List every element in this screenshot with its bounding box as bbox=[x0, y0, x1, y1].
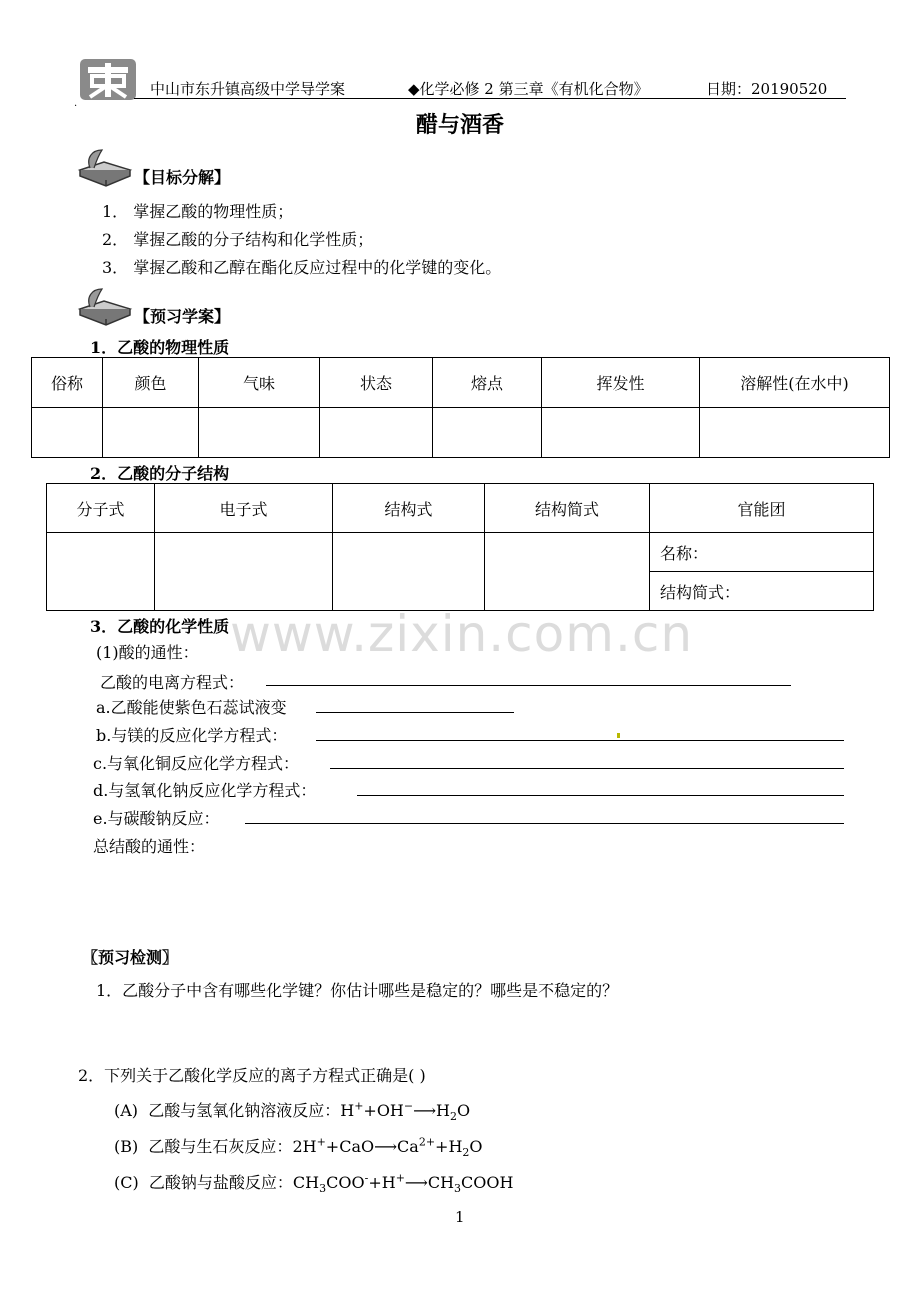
table-cell bbox=[333, 533, 485, 611]
section-check-label: 〖预习检测〗 bbox=[82, 948, 179, 967]
header-course: ◆化学必修 2 第三章《有机化合物》 bbox=[408, 80, 649, 98]
table-header: 俗称 bbox=[32, 358, 103, 408]
table-header: 官能团 bbox=[650, 484, 874, 533]
watermark: www.zixin.com.cn bbox=[230, 605, 694, 663]
school-logo bbox=[80, 59, 136, 100]
stray-mark bbox=[617, 733, 620, 738]
sodium-carbonate-label: e.与碳酸钠反应： bbox=[93, 809, 220, 828]
table-cell bbox=[542, 408, 700, 458]
litmus-label: a.乙酸能使紫色石蕊试液变 bbox=[96, 698, 287, 717]
functional-group-name-cell: 名称： bbox=[650, 533, 874, 572]
answer-blank[interactable] bbox=[357, 795, 844, 796]
table-header: 气味 bbox=[199, 358, 320, 408]
answer-blank[interactable] bbox=[316, 740, 844, 741]
answer-blank[interactable] bbox=[330, 768, 844, 769]
table-header: 挥发性 bbox=[542, 358, 700, 408]
table-cell bbox=[485, 533, 650, 611]
table-cell bbox=[47, 533, 155, 611]
section-preview-label: 【预习学案】 bbox=[134, 307, 231, 326]
option-b: (B) 乙酸与生石灰反应：$2H^++CaO⟶Ca^{2+}+H_2O$ bbox=[114, 1135, 483, 1160]
table-header: 电子式 bbox=[155, 484, 333, 533]
table-cell bbox=[155, 533, 333, 611]
table-cell bbox=[32, 408, 103, 458]
question-1: 1．乙酸分子中含有哪些化学键？你估计哪些是稳定的？哪些是不稳定的？ bbox=[96, 981, 619, 1000]
answer-blank[interactable] bbox=[316, 712, 514, 713]
page-number: 1 bbox=[455, 1208, 465, 1226]
subheading-structure: 2．乙酸的分子结构 bbox=[90, 464, 230, 483]
ionization-label: 乙酸的电离方程式： bbox=[100, 673, 245, 692]
table-cell bbox=[199, 408, 320, 458]
goal-item: 3． 掌握乙酸和乙醇在酯化反应过程中的化学键的变化。 bbox=[102, 258, 502, 277]
table-cell bbox=[700, 408, 890, 458]
copper-oxide-label: c.与氧化铜反应化学方程式： bbox=[93, 754, 300, 773]
option-a: (A) 乙酸与氢氧化钠溶液反应：$H^++OH^-⟶H_2O$ bbox=[114, 1099, 471, 1124]
answer-blank[interactable] bbox=[266, 685, 791, 686]
book-quill-icon bbox=[76, 287, 134, 327]
option-c: (C) 乙酸钠与盐酸反应：$CH_3COO^-+H^+⟶CH_3COOH$ bbox=[114, 1171, 514, 1196]
table-header: 颜色 bbox=[103, 358, 199, 408]
goal-item: 1． 掌握乙酸的物理性质； bbox=[102, 202, 294, 221]
question-2: 2．下列关于乙酸化学反应的离子方程式正确是( ) bbox=[78, 1066, 426, 1085]
goal-item: 2． 掌握乙酸的分子结构和化学性质； bbox=[102, 230, 374, 249]
molecular-structure-table bbox=[46, 483, 874, 611]
section-goals-label: 【目标分解】 bbox=[134, 168, 231, 187]
table-header: 分子式 bbox=[47, 484, 155, 533]
functional-group-formula-cell: 结构简式： bbox=[650, 572, 874, 611]
header-divider bbox=[134, 98, 846, 99]
page-title: 醋与酒香 bbox=[415, 112, 504, 138]
table-cell bbox=[320, 408, 433, 458]
subheading-chemical: 3．乙酸的化学性质 bbox=[90, 617, 230, 636]
acid-generality-line: (1)酸的通性： bbox=[96, 643, 199, 662]
answer-blank[interactable] bbox=[245, 823, 844, 824]
magnesium-label: b.与镁的反应化学方程式： bbox=[96, 726, 288, 745]
table-header: 结构式 bbox=[333, 484, 485, 533]
header-school: 中山市东升镇高级中学导学案 bbox=[150, 80, 346, 98]
sodium-hydroxide-label: d.与氢氧化钠反应化学方程式： bbox=[93, 781, 317, 800]
summary-label: 总结酸的通性： bbox=[93, 837, 206, 856]
subheading-physical: 1．乙酸的物理性质 bbox=[90, 338, 230, 357]
table-cell bbox=[433, 408, 542, 458]
physical-properties-table bbox=[31, 357, 890, 458]
table-header: 状态 bbox=[320, 358, 433, 408]
table-header: 结构简式 bbox=[485, 484, 650, 533]
table-header: 熔点 bbox=[433, 358, 542, 408]
table-header: 溶解性(在水中) bbox=[700, 358, 890, 408]
book-quill-icon bbox=[76, 148, 134, 188]
table-cell bbox=[103, 408, 199, 458]
header-date: 日期：20190520 bbox=[706, 80, 828, 98]
